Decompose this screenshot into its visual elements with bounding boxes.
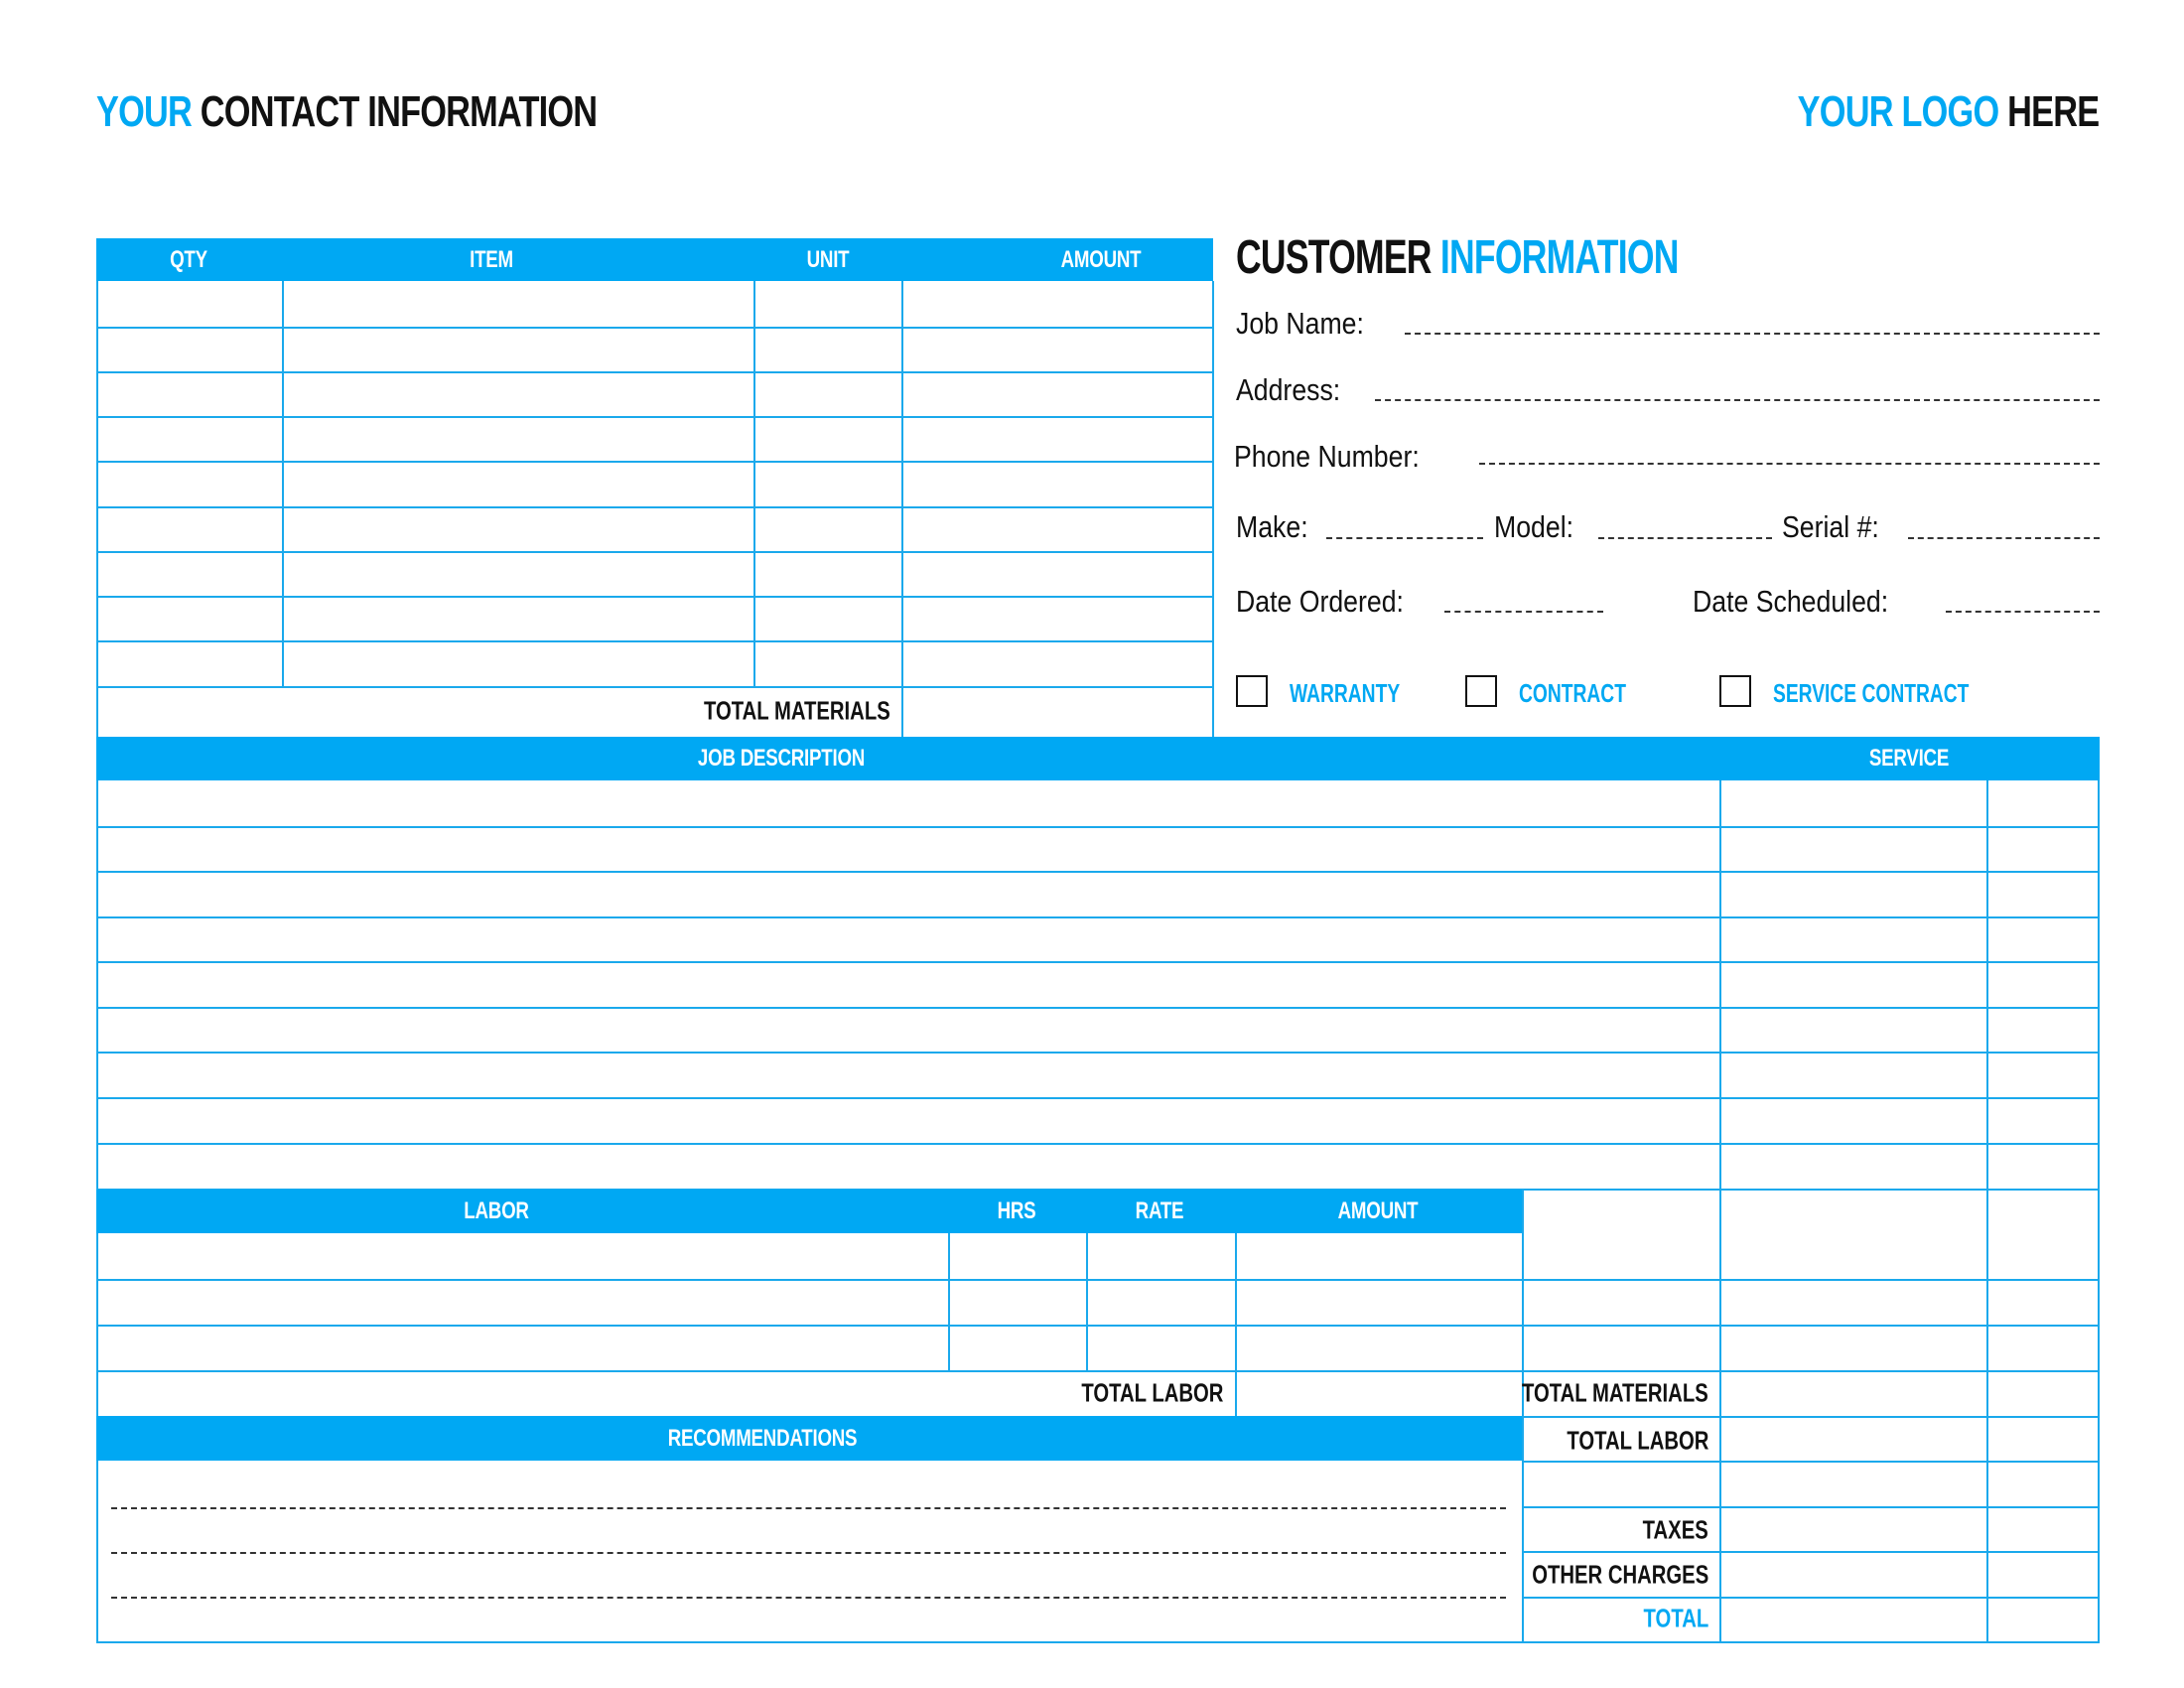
summary-total-labor-cell[interactable] xyxy=(1721,1418,1985,1461)
grid-line xyxy=(96,1279,2100,1281)
grid-line xyxy=(753,281,755,686)
job-name-field[interactable] xyxy=(1405,333,2100,335)
grid-line xyxy=(901,281,903,737)
model-label: Model: xyxy=(1494,509,1574,544)
contract-checkbox[interactable] xyxy=(1465,675,1497,707)
serial-field[interactable] xyxy=(1908,537,2100,539)
job-description-header xyxy=(96,737,2100,780)
col-amount: AMOUNT xyxy=(1060,245,1142,273)
summary-total-materials-cell[interactable] xyxy=(1721,1372,1985,1415)
make-field[interactable] xyxy=(1326,537,1483,539)
col-labor: LABOR xyxy=(464,1197,529,1224)
date-ordered-field[interactable] xyxy=(1444,611,1603,613)
grid-line xyxy=(96,826,2100,828)
job-name-label: Job Name: xyxy=(1236,306,1364,341)
col-labor-amount: AMOUNT xyxy=(1337,1197,1419,1224)
customer-title-blue: INFORMATION xyxy=(1439,231,1679,284)
col-item: ITEM xyxy=(470,245,513,273)
logo-rest: HERE xyxy=(2006,87,2099,136)
summary-other-charges-cell[interactable] xyxy=(1721,1553,1985,1596)
grid-line xyxy=(96,1461,98,1641)
total-labor-label: TOTAL LABOR xyxy=(1080,1377,1223,1408)
phone-number-label: Phone Number: xyxy=(1234,439,1420,474)
grid-line xyxy=(96,1052,2100,1054)
recommendations-title: RECOMMENDATIONS xyxy=(667,1424,858,1452)
labor-header xyxy=(96,1190,1522,1233)
grid-line xyxy=(96,916,2100,918)
col-unit: UNIT xyxy=(806,245,850,273)
model-field[interactable] xyxy=(1598,537,1772,539)
recommendation-line-3[interactable] xyxy=(111,1597,1506,1599)
grid-line xyxy=(1986,780,1988,1641)
grid-line xyxy=(1522,1461,2100,1463)
col-qty: QTY xyxy=(170,245,207,273)
grid-line xyxy=(96,780,98,1190)
grid-line xyxy=(2098,780,2100,1641)
grid-line xyxy=(96,327,1213,329)
summary-total-cell[interactable] xyxy=(1721,1599,1985,1641)
contract-label: CONTRACT xyxy=(1519,678,1626,708)
grid-line xyxy=(96,281,98,737)
logo-placeholder xyxy=(1797,87,2099,137)
grid-line xyxy=(96,961,2100,963)
materials-header xyxy=(96,238,1213,281)
col-hrs: HRS xyxy=(997,1197,1036,1224)
grid-line xyxy=(96,416,1213,418)
summary-total-labor-label: TOTAL LABOR xyxy=(1566,1425,1708,1456)
grid-line xyxy=(96,461,1213,463)
summary-total-materials-label: TOTAL MATERIALS xyxy=(1522,1377,1708,1408)
total-materials-amount-cell[interactable] xyxy=(903,688,1212,736)
grid-line xyxy=(96,1007,2100,1009)
date-scheduled-field[interactable] xyxy=(1946,611,2100,613)
grid-line xyxy=(96,871,2100,873)
service-contract-checkbox[interactable] xyxy=(1719,675,1751,707)
service-contract-label: SERVICE CONTRACT xyxy=(1773,678,1970,708)
summary-taxes-label: TAXES xyxy=(1642,1514,1708,1545)
total-labor-amount-cell[interactable] xyxy=(1237,1372,1521,1415)
grid-line xyxy=(948,1233,950,1370)
address-label: Address: xyxy=(1236,372,1341,407)
address-field[interactable] xyxy=(1375,399,2100,401)
grid-line xyxy=(1212,281,1214,737)
grid-line xyxy=(96,1325,2100,1327)
date-scheduled-label: Date Scheduled: xyxy=(1693,584,1889,619)
col-rate: RATE xyxy=(1135,1197,1184,1224)
grid-line xyxy=(96,506,1213,508)
date-ordered-label: Date Ordered: xyxy=(1236,584,1404,619)
grid-line xyxy=(96,551,1213,553)
contact-rest: CONTACT INFORMATION xyxy=(200,87,598,136)
summary-taxes-cell[interactable] xyxy=(1721,1508,1985,1551)
customer-title-black: CUSTOMER xyxy=(1236,231,1432,284)
grid-line xyxy=(96,1641,2100,1643)
logo-prefix: YOUR LOGO xyxy=(1797,87,1999,136)
grid-line xyxy=(96,596,1213,598)
summary-other-charges-label: OTHER CHARGES xyxy=(1531,1559,1708,1590)
customer-information-title xyxy=(1236,230,1679,285)
grid-line xyxy=(282,281,284,686)
warranty-label: WARRANTY xyxy=(1290,678,1401,708)
grid-line xyxy=(96,371,1213,373)
phone-number-field[interactable] xyxy=(1479,463,2100,465)
recommendations-header xyxy=(96,1416,1522,1461)
contact-information-heading xyxy=(96,87,597,137)
service-title: SERVICE xyxy=(1868,745,1950,772)
make-label: Make: xyxy=(1236,509,1308,544)
recommendation-line-2[interactable] xyxy=(111,1552,1506,1554)
contact-prefix: YOUR xyxy=(96,87,193,136)
warranty-checkbox[interactable] xyxy=(1236,675,1268,707)
grid-line xyxy=(1086,1233,1088,1370)
serial-label: Serial #: xyxy=(1782,509,1879,544)
grid-line xyxy=(96,1143,2100,1145)
job-description-title: JOB DESCRIPTION xyxy=(697,745,866,772)
total-materials-label: TOTAL MATERIALS xyxy=(704,695,890,726)
summary-total-label: TOTAL xyxy=(1643,1603,1708,1633)
grid-line xyxy=(96,1097,2100,1099)
grid-line xyxy=(96,640,1213,642)
recommendation-line-1[interactable] xyxy=(111,1507,1506,1509)
